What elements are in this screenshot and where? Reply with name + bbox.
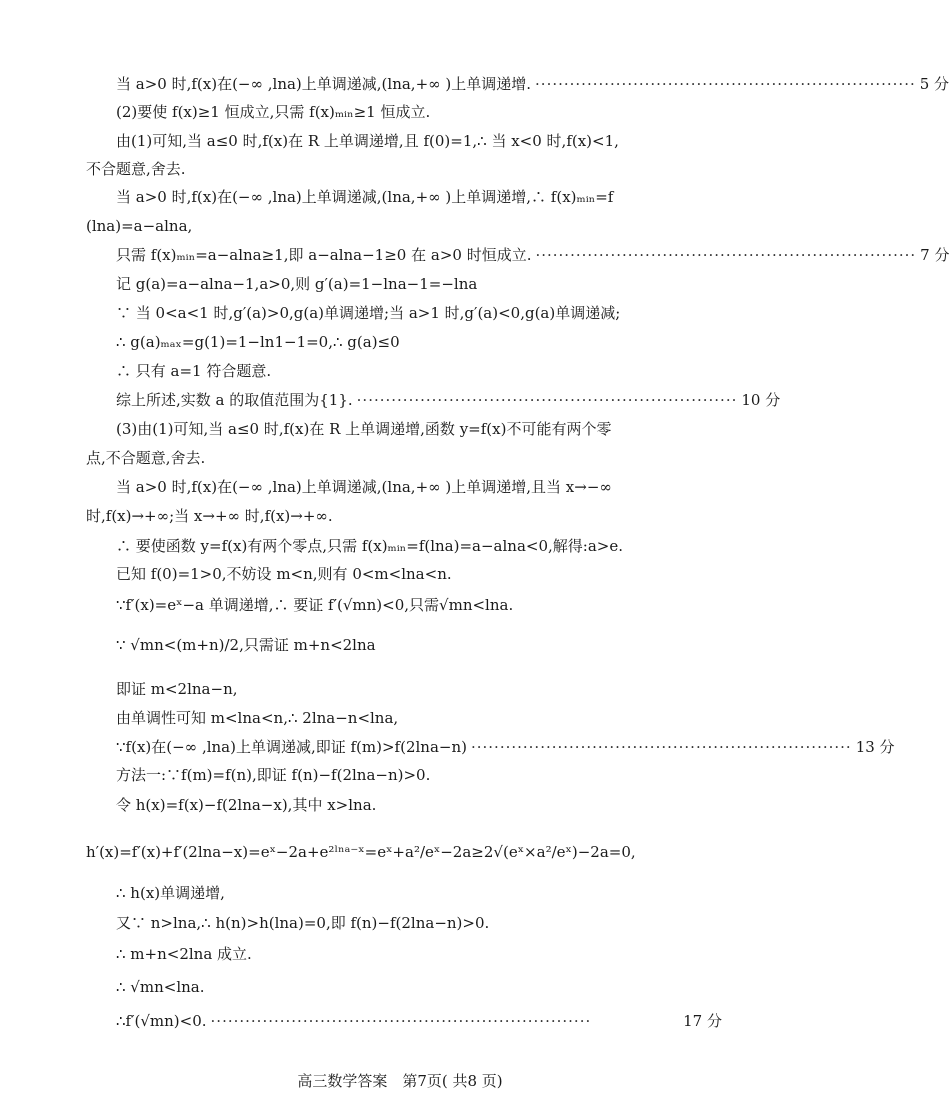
- line-text: ∴ m+n<2lna 成立.: [116, 945, 252, 963]
- solution-line: [116, 563, 722, 585]
- solution-line: [86, 841, 722, 863]
- solution-line: [116, 794, 722, 816]
- solution-line: [116, 130, 722, 152]
- score-mark: 17 分: [683, 1012, 722, 1030]
- solution-line: [116, 634, 722, 656]
- leader-dots: ··································································: [535, 75, 916, 93]
- line-text: 由(1)可知,当 a≤0 时,f(x)在 R 上单调递增,且 f(0)=1,∴ 当 x<0 时,f(x)<1,: [116, 132, 619, 150]
- line-text: 即证 m<2lna−n,: [116, 680, 238, 698]
- line-text: ∵f(x)在(−∞ ,lna)上单调递减,即证 f(m)>f(2lna−n): [116, 738, 467, 756]
- solution-line: [116, 678, 722, 700]
- line-text: (lna)=a−alna,: [86, 217, 193, 235]
- line-text: (2)要使 f(x)≥1 恒成立,只需 f(x)ₘᵢₙ≥1 恒成立.: [116, 103, 431, 121]
- solution-line: [86, 215, 722, 237]
- solution-line: [116, 101, 722, 123]
- line-text: 当 a>0 时,f(x)在(−∞ ,lna)上单调递减,(lna,+∞ )上单调递增,∴ f(x)ₘᵢₙ=f: [116, 188, 614, 206]
- score-mark: 7 分: [920, 246, 949, 264]
- solution-line: [116, 302, 722, 324]
- line-text: 又∵ n>lna,∴ h(n)>h(lna)=0,即 f(n)−f(2lna−n)>0.: [116, 914, 490, 932]
- solution-line: [116, 707, 722, 729]
- line-text: 当 a>0 时,f(x)在(−∞ ,lna)上单调递减,(lna,+∞ )上单调递增.: [116, 75, 532, 93]
- solution-line: [116, 736, 895, 758]
- score-mark: 10 分: [741, 391, 781, 409]
- solution-line: [116, 943, 722, 965]
- solution-line: [116, 764, 722, 786]
- line-text: 综上所述,实数 a 的取值范围为{1}.: [116, 391, 353, 409]
- leader-dots: ··································································: [356, 391, 738, 409]
- leader-dots: ··································································: [210, 1012, 592, 1030]
- line-text: 由单调性可知 m<lna<n,∴ 2lna−n<lna,: [116, 709, 399, 727]
- solution-line: [86, 158, 722, 180]
- line-text: 点,不合题意,舍去.: [86, 449, 206, 467]
- line-text: h′(x)=f′(x)+f′(2lna−x)=eˣ−2a+e²ˡⁿᵃ⁻ˣ=eˣ+a²/eˣ−2a≥2√(eˣ×a²/eˣ)−2a=0,: [86, 843, 636, 861]
- line-text: ∴ √mn<lna.: [116, 978, 205, 996]
- score-mark: 5 分: [919, 75, 949, 93]
- line-text: ∴ h(x)单调递增,: [116, 884, 225, 902]
- line-text: 方法一:∵f(m)=f(n),即证 f(n)−f(2lna−n)>0.: [116, 766, 431, 784]
- solution-line: [116, 912, 722, 934]
- line-text: ∴ 只有 a=1 符合题意.: [116, 362, 272, 380]
- line-text: ∵ √mn<(m+n)/2,只需证 m+n<2lna: [116, 636, 376, 654]
- solution-line: [116, 331, 722, 353]
- solution-line: [116, 1010, 722, 1032]
- line-text: 只需 f(x)ₘᵢₙ=a−alna≥1,即 a−alna−1≥0 在 a>0 时恒成立.: [116, 246, 532, 264]
- line-text: ∴ g(a)ₘₐₓ=g(1)=1−ln1−1=0,∴ g(a)≤0: [116, 333, 400, 351]
- solution-line: [116, 273, 722, 295]
- solution-line: [116, 882, 722, 904]
- line-text: 当 a>0 时,f(x)在(−∞ ,lna)上单调递减,(lna,+∞ )上单调递增,且当 x→−∞: [116, 478, 612, 496]
- solution-line: [116, 476, 722, 498]
- solution-line: [116, 186, 722, 208]
- line-text: 不合题意,舍去.: [86, 160, 186, 178]
- page-footer: 高三数学答案 第7页( 共8 页): [297, 1072, 503, 1090]
- solution-line: [116, 418, 722, 440]
- solution-line: [86, 505, 722, 527]
- line-text: ∴f′(√mn)<0.: [116, 1012, 207, 1030]
- solution-line: [116, 594, 722, 616]
- score-mark: 13 分: [855, 738, 895, 756]
- line-text: (3)由(1)可知,当 a≤0 时,f(x)在 R 上单调递增,函数 y=f(x)不可能有两个零: [116, 420, 612, 438]
- leader-dots: ··································································: [470, 738, 852, 756]
- solution-line: [116, 360, 722, 382]
- solution-line: [116, 244, 949, 266]
- solution-line: [116, 535, 722, 557]
- solution-line: [116, 389, 781, 411]
- line-text: 已知 f(0)=1>0,不妨设 m<n,则有 0<m<lna<n.: [116, 565, 452, 583]
- line-text: 令 h(x)=f(x)−f(2lna−x),其中 x>lna.: [116, 796, 377, 814]
- line-text: ∴ 要使函数 y=f(x)有两个零点,只需 f(x)ₘᵢₙ=f(lna)=a−alna<0,解得:a>e.: [116, 537, 623, 555]
- solution-line: [116, 73, 949, 95]
- line-text: ∵ 当 0<a<1 时,g′(a)>0,g(a)单调递增;当 a>1 时,g′(a)<0,g(a)单调递减;: [116, 304, 621, 322]
- line-text: 记 g(a)=a−alna−1,a>0,则 g′(a)=1−lna−1=−lna: [116, 275, 478, 293]
- solution-line: [86, 447, 722, 469]
- leader-dots: ··································································: [535, 246, 917, 264]
- line-text: 时,f(x)→+∞;当 x→+∞ 时,f(x)→+∞.: [86, 507, 333, 525]
- solution-line: [116, 976, 722, 998]
- line-text: ∵f′(x)=eˣ−a 单调递增,∴ 要证 f′(√mn)<0,只需√mn<lna.: [116, 596, 514, 614]
